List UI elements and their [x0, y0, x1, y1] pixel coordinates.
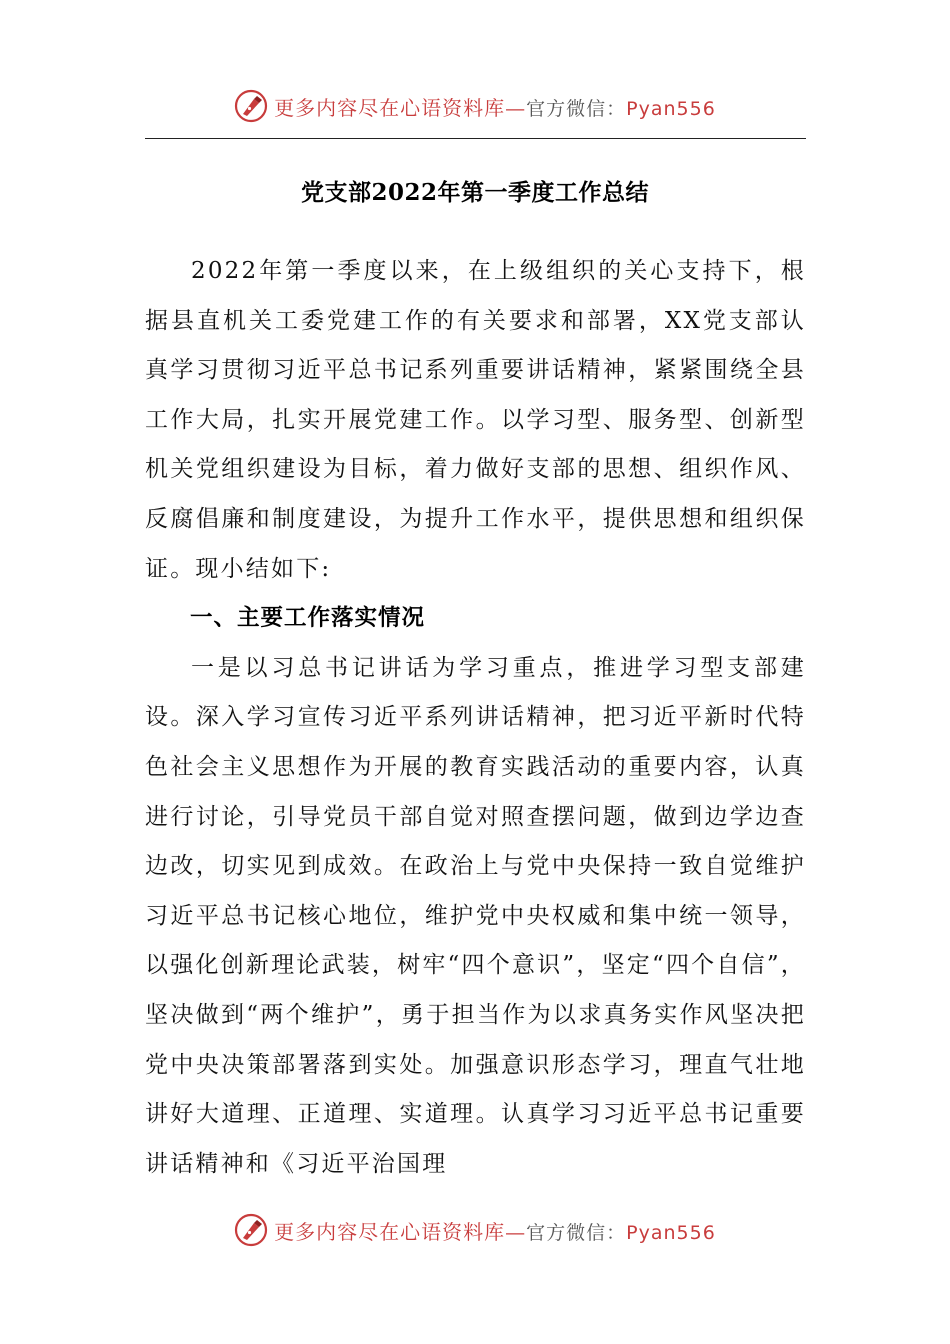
- footer-watermark: [0, 1210, 950, 1250]
- header-divider: [145, 138, 806, 139]
- section-paragraph: 一是以习总书记讲话为学习重点，推进学习型支部建设。深入学习宣传习近平系列讲话精神，把习近平新时代特色社会主义思想作为开展的教育实践活动的重要内容，认真进行讨论，引导党员干部自觉对照查摆问题，做到边学边查边改，切实见到成效。在政治上与党中央保持一致自觉维护习近平总书记核心地位，维护党中央权威和集中统一领导，以强化创新理论武装，树牢“四个意识”，坚定“四个自信”，坚决做到“两个维护”，勇于担当作为以求真务实作风坚决把党中央决策部署落到实处。加强意识形态学习，理直气壮地讲好大道理、正道理、实道理。认真学习习近平总书记重要讲话精神和《习近平治国理: [145, 654, 806, 1177]
- document-body: [145, 247, 806, 1189]
- watermark-label: 官方微信：: [526, 1221, 627, 1244]
- watermark-text: [274, 1216, 716, 1245]
- document-title: 党支部2022年第一季度工作总结: [300, 179, 649, 206]
- section-heading: 一、主要工作落实情况: [190, 605, 426, 632]
- pen-nib-logo-icon: [234, 1213, 268, 1247]
- intro-paragraph: 2022年第一季度以来，在上级组织的关心支持下，根据县直机关工委党建工作的有关要求和部署，XX党支部认真学习贯彻习近平总书记系列重要讲话精神，紧紧围绕全县工作大局，扎实开展党建工作。以学习型、服务型、创新型机关党组织建设为目标，着力做好支部的思想、组织作风、反腐倡廉和制度建设，为提升工作水平，提供思想和组织保证。现小结如下:: [145, 258, 806, 582]
- watermark-account: Pyan556: [626, 1221, 716, 1244]
- watermark-brand: 更多内容尽在心语资料库: [274, 1219, 506, 1244]
- watermark-brand: 更多内容尽在心语资料库: [274, 95, 506, 120]
- watermark-account: Pyan556: [626, 97, 716, 120]
- pen-nib-logo-icon: [234, 89, 268, 123]
- watermark-dash: —: [505, 95, 527, 120]
- watermark-dash: —: [505, 1219, 527, 1244]
- watermark-label: 官方微信：: [526, 97, 627, 120]
- watermark-text: [274, 92, 716, 121]
- header-watermark: [0, 86, 950, 126]
